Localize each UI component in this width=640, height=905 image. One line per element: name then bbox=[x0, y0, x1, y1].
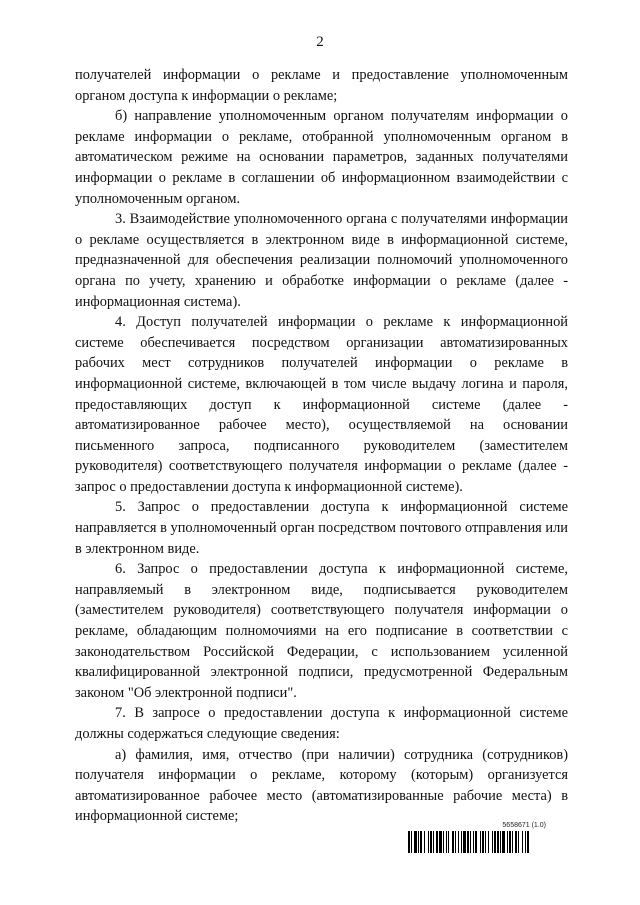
paragraph-4: 4. Доступ получателей информации о рекламе к информационной системе обеспечивается посредством организации автоматизированных рабочих мест сотрудников получателей информации о рекламе в информационной системе, включающей в том числе выдачу логина и пароля, предоставляющих доступ к информационной системе (далее - автоматизированное рабочее место), осуществляемой на основании письменного запроса, подписанного руководителем (заместителем руководителя) соответствующего получателя информации о рекламе (далее - запрос о предоставлении доступа к информационной системе). bbox=[75, 314, 568, 495]
page-number: 2 bbox=[316, 34, 324, 50]
paragraph-2: б) направление уполномоченным органом получателям информации о рекламе информации о рекламе, отобранной уполномоченным органом в автоматическом режиме на основании параметров, заданных получателями информации о рекламе в соглашении об информационном взаимодействии с уполномоченным органом. bbox=[75, 108, 568, 207]
paragraph-1: получателей информации о рекламе и предоставление уполномоченным органом доступа к информации о рекламе; bbox=[75, 67, 568, 104]
paragraph-3: 3. Взаимодействие уполномоченного органа с получателями информации о рекламе осуществляется в электронном виде в информационной системе, предназначенной для обеспечения реализации полномочий уполномоченного органа по учету, хранению и обработке информации о рекламе (далее - информационная система). bbox=[75, 211, 568, 310]
document-body bbox=[75, 65, 568, 827]
paragraph-6: 6. Запрос о предоставлении доступа к информационной системе, направляемый в электронном виде, подписывается руководителем (заместителем руководителя) соответствующего получателя информации о рекламе, обладающим полномочиями на его подписание в соответствии с законодательством Российской Федерации, с использованием усиленной квалифицированной электронной подписи, предусмотренной Федеральным законом "Об электронной подписи". bbox=[75, 561, 568, 701]
barcode-icon bbox=[408, 831, 568, 853]
paragraph-5: 5. Запрос о предоставлении доступа к информационной системе направляется в уполномоченный орган посредством почтового отправления или в электронном виде. bbox=[75, 499, 568, 557]
document-barcode bbox=[408, 822, 568, 853]
barcode-caption: 5658671 (1.0) bbox=[502, 822, 546, 829]
paragraph-7: 7. В запросе о предоставлении доступа к информационной системе должны содержаться следующие сведения: bbox=[75, 705, 568, 742]
paragraph-8: а) фамилия, имя, отчество (при наличии) сотрудника (сотрудников) получателя информации о рекламе, которому (которым) организуется автоматизированное рабочее место (автоматизированные рабочие места) в информационной системе; bbox=[75, 746, 568, 825]
